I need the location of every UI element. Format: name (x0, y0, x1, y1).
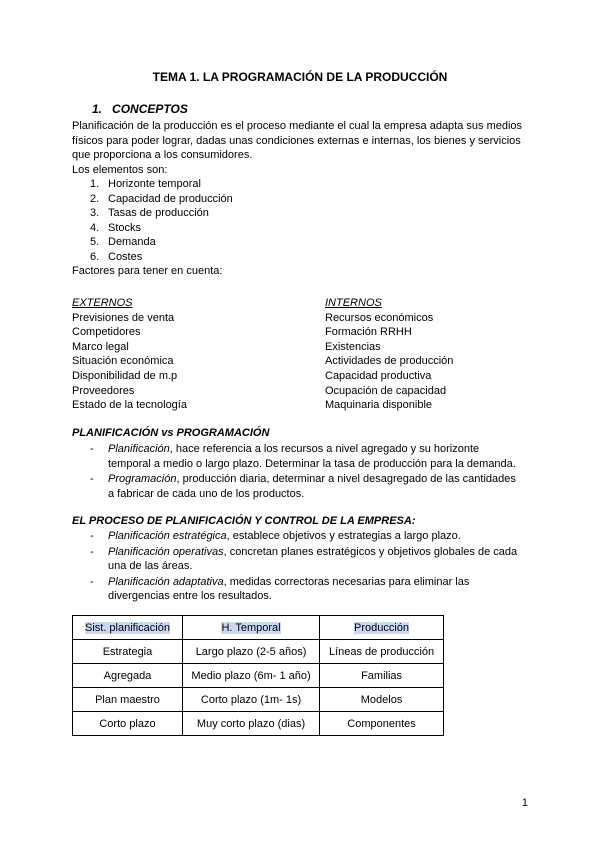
list-item: Formación RRHH (325, 326, 412, 339)
internos-column (325, 296, 453, 413)
list-item: Ocupación de capacidad (325, 384, 447, 397)
table-cell: Componentes (320, 712, 444, 736)
list-item: Capacidad productiva (325, 369, 432, 382)
list-item: Competidores (72, 326, 141, 339)
list-item: Situación económica (72, 355, 174, 368)
elements-label: Los elementos son: (72, 163, 168, 176)
section-title: CONCEPTOS (112, 102, 188, 116)
table-header: Sist. planificación (73, 616, 183, 640)
intro-line: Planificación de la producción es el proceso mediante el cual la empresa adapta sus medios (72, 120, 523, 132)
table-cell: Agregada (73, 664, 183, 688)
list-item: 5. Demanda (90, 236, 156, 248)
table-cell: Muy corto plazo (dias) (182, 712, 319, 736)
planning-table (72, 615, 444, 736)
table-cell: Estrategia (73, 640, 183, 664)
list-item: Maquinaria disponible (325, 399, 433, 412)
section-number: 1. (92, 102, 103, 116)
list-item: Recursos económicos (325, 311, 434, 324)
intro-paragraph (72, 119, 532, 177)
page-number: 1 (521, 797, 528, 809)
externos-heading: EXTERNOS (72, 297, 133, 309)
list-item: 1. Horizonte temporal (90, 178, 201, 190)
table-cell: Corto plazo (73, 712, 183, 736)
list-item: 4. Stocks (90, 221, 142, 234)
plan-vs-prog-heading: PLANIFICACIÓN vs PROGRAMACIÓN (72, 427, 270, 439)
proceso-heading: EL PROCESO DE PLANIFICACIÓN Y CONTROL DE LA EMPRESA: (72, 515, 416, 527)
intro-line: que proporciona a los consumidores. (72, 149, 253, 161)
list-item: 2. Capacidad de producción (90, 192, 233, 205)
list-item: Estado de la tecnología (72, 399, 187, 412)
table-header: Producción (320, 616, 444, 640)
proceso-list (90, 529, 530, 605)
table-header: H. Temporal (182, 616, 319, 640)
list-item: 6. Costes (90, 250, 143, 263)
table-cell: Líneas de producción (320, 640, 444, 664)
section-heading-conceptos (92, 102, 188, 116)
list-item: Existencias (325, 340, 381, 353)
table-cell: Medio plazo (6m- 1 año) (182, 664, 319, 688)
list-item: Marco legal (72, 340, 129, 353)
internos-heading: INTERNOS (325, 297, 382, 309)
list-item: - Planificación, hace referencia a los recursos a nivel agregado y su horizonte temporal a medio o largo plazo. Determinar la tasa de producción para la demanda. (90, 443, 516, 470)
table-row (73, 664, 444, 688)
factors-label: Factores para tener en cuenta: (72, 265, 223, 277)
intro-line: físicos para poder lograr, dadas unas condiciones externas e internas, los bienes y servicios (72, 134, 521, 147)
plan-vs-prog-list (90, 442, 530, 502)
table-row (73, 688, 444, 712)
table-header-row (73, 616, 444, 640)
list-item: Disponibilidad de m.p (72, 369, 178, 382)
list-item: - Planificación adaptativa, medidas correctoras necesarias para eliminar las divergencias entre los resultados. (90, 575, 470, 602)
list-item: Proveedores (72, 384, 135, 397)
table-row (73, 712, 444, 736)
list-item: Actividades de producción (325, 355, 454, 368)
page-title: TEMA 1. LA PROGRAMACIÓN DE LA PRODUCCIÓN (152, 70, 448, 84)
table-cell: Corto plazo (1m- 1s) (182, 688, 319, 712)
table-cell: Modelos (320, 688, 444, 712)
list-item: Previsiones de venta (72, 311, 175, 324)
list-item: - Planificación operativas, concretan planes estratégicos y objetivos globales de cada una de las áreas. (90, 545, 518, 572)
list-item: - Programación, producción diaria, determinar a nivel desagregado de las cantidades a fabricar de cada uno de los productos. (90, 473, 516, 500)
table-row (73, 640, 444, 664)
list-item: - Planificación estratégica, establece objetivos y estrategias a largo plazo. (90, 530, 461, 542)
externos-column (72, 296, 187, 413)
table-cell: Familias (320, 664, 444, 688)
elements-list (90, 177, 233, 264)
table-cell: Largo plazo (2-5 años) (182, 640, 319, 664)
list-item: 3. Tasas de producción (90, 207, 209, 219)
table-cell: Plan maestro (73, 688, 183, 712)
